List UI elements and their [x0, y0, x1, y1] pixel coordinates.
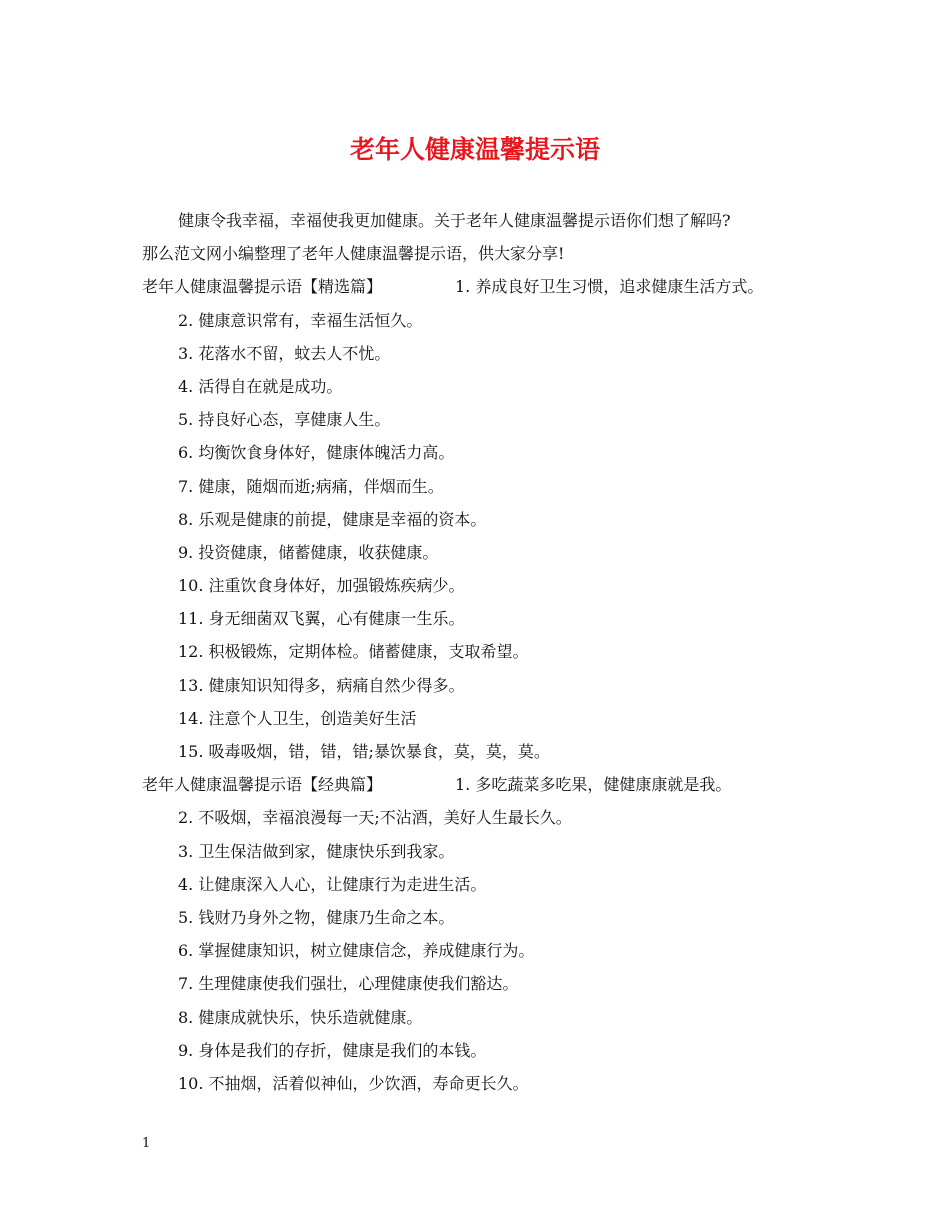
intro-line-1: 健康令我幸福，幸福使我更加健康。关于老年人健康温馨提示语你们想了解吗?: [178, 211, 731, 230]
section-heading-selected: 老年人健康温馨提示语【精选篇】: [142, 277, 383, 297]
list-item: 5. 钱财乃身外之物，健康乃生命之本。: [178, 907, 455, 927]
list-item: 10. 不抽烟，活着似神仙，少饮酒，寿命更长久。: [178, 1073, 529, 1093]
list-item: 3. 卫生保洁做到家，健康快乐到我家。: [178, 841, 455, 861]
list-item: 2. 不吸烟，幸福浪漫每一天;不沾酒，美好人生最长久。: [178, 808, 572, 828]
list-item: 14. 注意个人卫生，创造美好生活: [178, 708, 417, 728]
list-item: 7. 健康，随烟而逝;病痛，伴烟而生。: [178, 476, 444, 496]
list-item: 6. 均衡饮食身体好，健康体魄活力高。: [178, 443, 455, 463]
section-1-first-line: [142, 270, 842, 303]
list-item: 1. 多吃蔬菜多吃果，健健康康就是我。: [455, 775, 732, 795]
page-number: 1: [142, 1136, 151, 1151]
intro-line-2: 那么范文网小编整理了老年人健康温馨提示语，供大家分享!: [142, 244, 565, 264]
section-heading-classic: 老年人健康温馨提示语【经典篇】: [142, 775, 383, 795]
list-item: 8. 乐观是健康的前提，健康是幸福的资本。: [178, 509, 487, 529]
list-item: 7. 生理健康使我们强壮，心理健康使我们豁达。: [178, 974, 519, 994]
list-item: 2. 健康意识常有，幸福生活恒久。: [178, 310, 423, 330]
list-item: 11. 身无细菌双飞翼，心有健康一生乐。: [178, 609, 465, 629]
section-2-first-line: [142, 768, 842, 801]
page-title: 老年人健康温馨提示语: [349, 135, 600, 164]
list-item: 13. 健康知识知得多，病痛自然少得多。: [178, 675, 465, 695]
document-body: [142, 204, 842, 1100]
list-item: 8. 健康成就快乐，快乐造就健康。: [178, 1007, 423, 1027]
list-item: 15. 吸毒吸烟，错，错，错;暴饮暴食，莫，莫，莫。: [178, 742, 550, 761]
list-item: 1. 养成良好卫生习惯，追求健康生活方式。: [455, 277, 764, 297]
list-item: 10. 注重饮食身体好，加强锻炼疾病少。: [178, 576, 465, 596]
list-item: 3. 花落水不留，蚊去人不忧。: [178, 343, 391, 363]
list-item: 4. 活得自在就是成功。: [178, 376, 343, 396]
list-item: 9. 投资健康，储蓄健康，收获健康。: [178, 542, 439, 562]
list-item: 4. 让健康深入人心，让健康行为走进生活。: [178, 874, 487, 894]
list-item: 12. 积极锻炼，定期体检。储蓄健康，支取希望。: [178, 642, 529, 662]
list-item: 5. 持良好心态，享健康人生。: [178, 410, 391, 430]
list-item: 6. 掌握健康知识，树立健康信念，养成健康行为。: [178, 941, 535, 961]
list-item: 9. 身体是我们的存折，健康是我们的本钱。: [178, 1040, 487, 1060]
